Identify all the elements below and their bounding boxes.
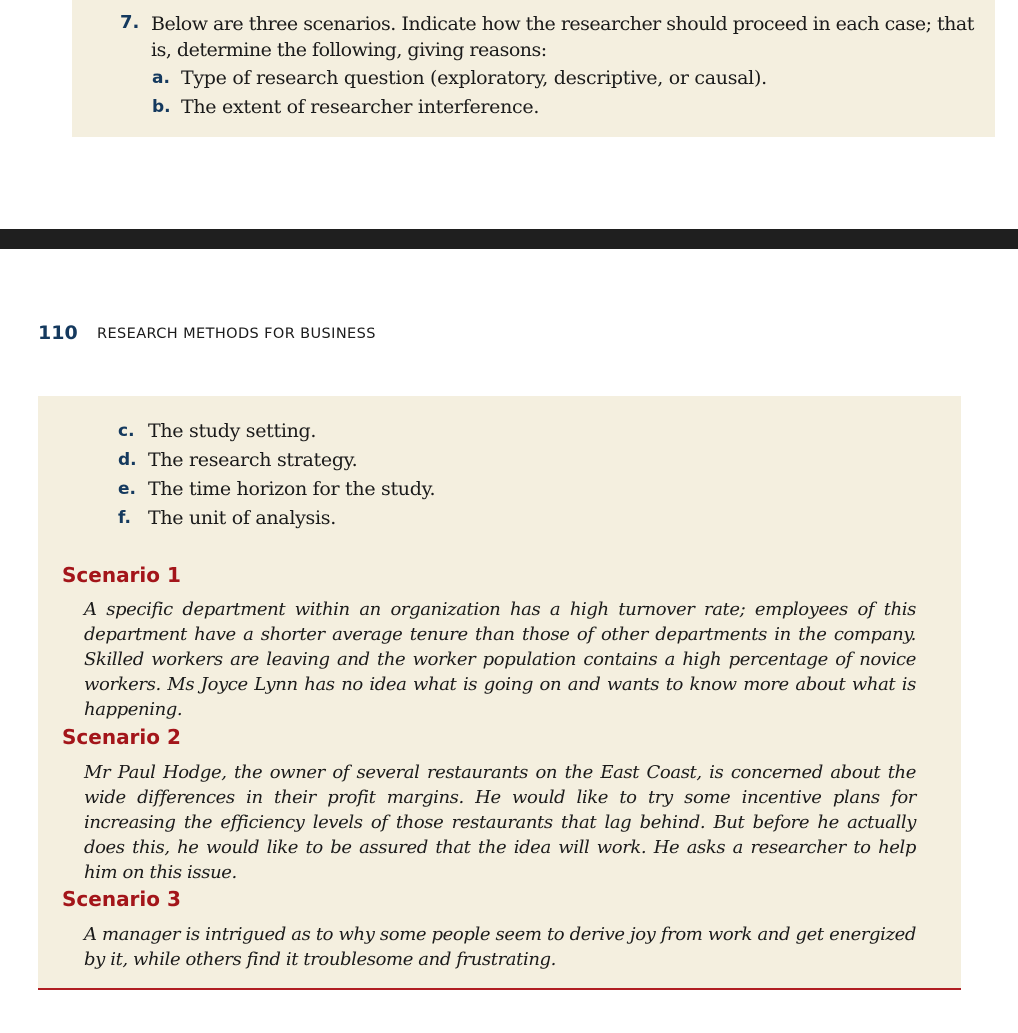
- scenario-1-heading: Scenario 1: [62, 563, 181, 587]
- item-text-f: The unit of analysis.: [148, 507, 336, 529]
- scenario-1-text: A specific department within an organization has a high turnover rate; employees of this department have a shorter average tenure than those of other departments in the company. Skilled workers are leaving and the worker population contains a high percentage of novice workers. Ms Joyce Lynn has no idea what is going on and wants to know more about what is happening.: [84, 599, 916, 720]
- scenario-2-heading: Scenario 2: [62, 725, 181, 749]
- item-letter-a: a.: [152, 68, 170, 88]
- scenario-3-heading: Scenario 3: [62, 887, 181, 911]
- question-text: Below are three scenarios. Indicate how the researcher should proceed in each case; that is, determine the following, giving reasons:: [151, 13, 974, 61]
- scenario-2-text: Mr Paul Hodge, the owner of several restaurants on the East Coast, is concerned about the wide differences in their profit margins. He would like to try some incentive plans for increasing the efficiency levels of those restaurants that lag behind. But before he actually does this, he would like to be assured that the idea will work. He asks a researcher to help him on this issue.: [84, 762, 916, 883]
- running-title: RESEARCH METHODS FOR BUSINESS: [97, 326, 376, 342]
- item-letter-f: f.: [118, 508, 131, 528]
- item-text-a: Type of research question (exploratory, descriptive, or causal).: [181, 67, 767, 89]
- item-letter-d: d.: [118, 450, 137, 470]
- scenario-3-text: A manager is intrigued as to why some people seem to derive joy from work and get energized by it, while others find it troublesome and frustrating.: [84, 924, 916, 970]
- item-letter-c: c.: [118, 421, 135, 441]
- item-text-d: The research strategy.: [148, 449, 358, 471]
- item-text-b: The extent of researcher interference.: [181, 96, 540, 118]
- item-text-e: The time horizon for the study.: [148, 478, 436, 500]
- item-letter-b: b.: [152, 97, 171, 117]
- question-number: 7.: [120, 12, 140, 33]
- page-divider: [0, 229, 1018, 249]
- item-letter-e: e.: [118, 479, 136, 499]
- item-text-c: The study setting.: [148, 420, 317, 442]
- page-number: 110: [38, 322, 78, 344]
